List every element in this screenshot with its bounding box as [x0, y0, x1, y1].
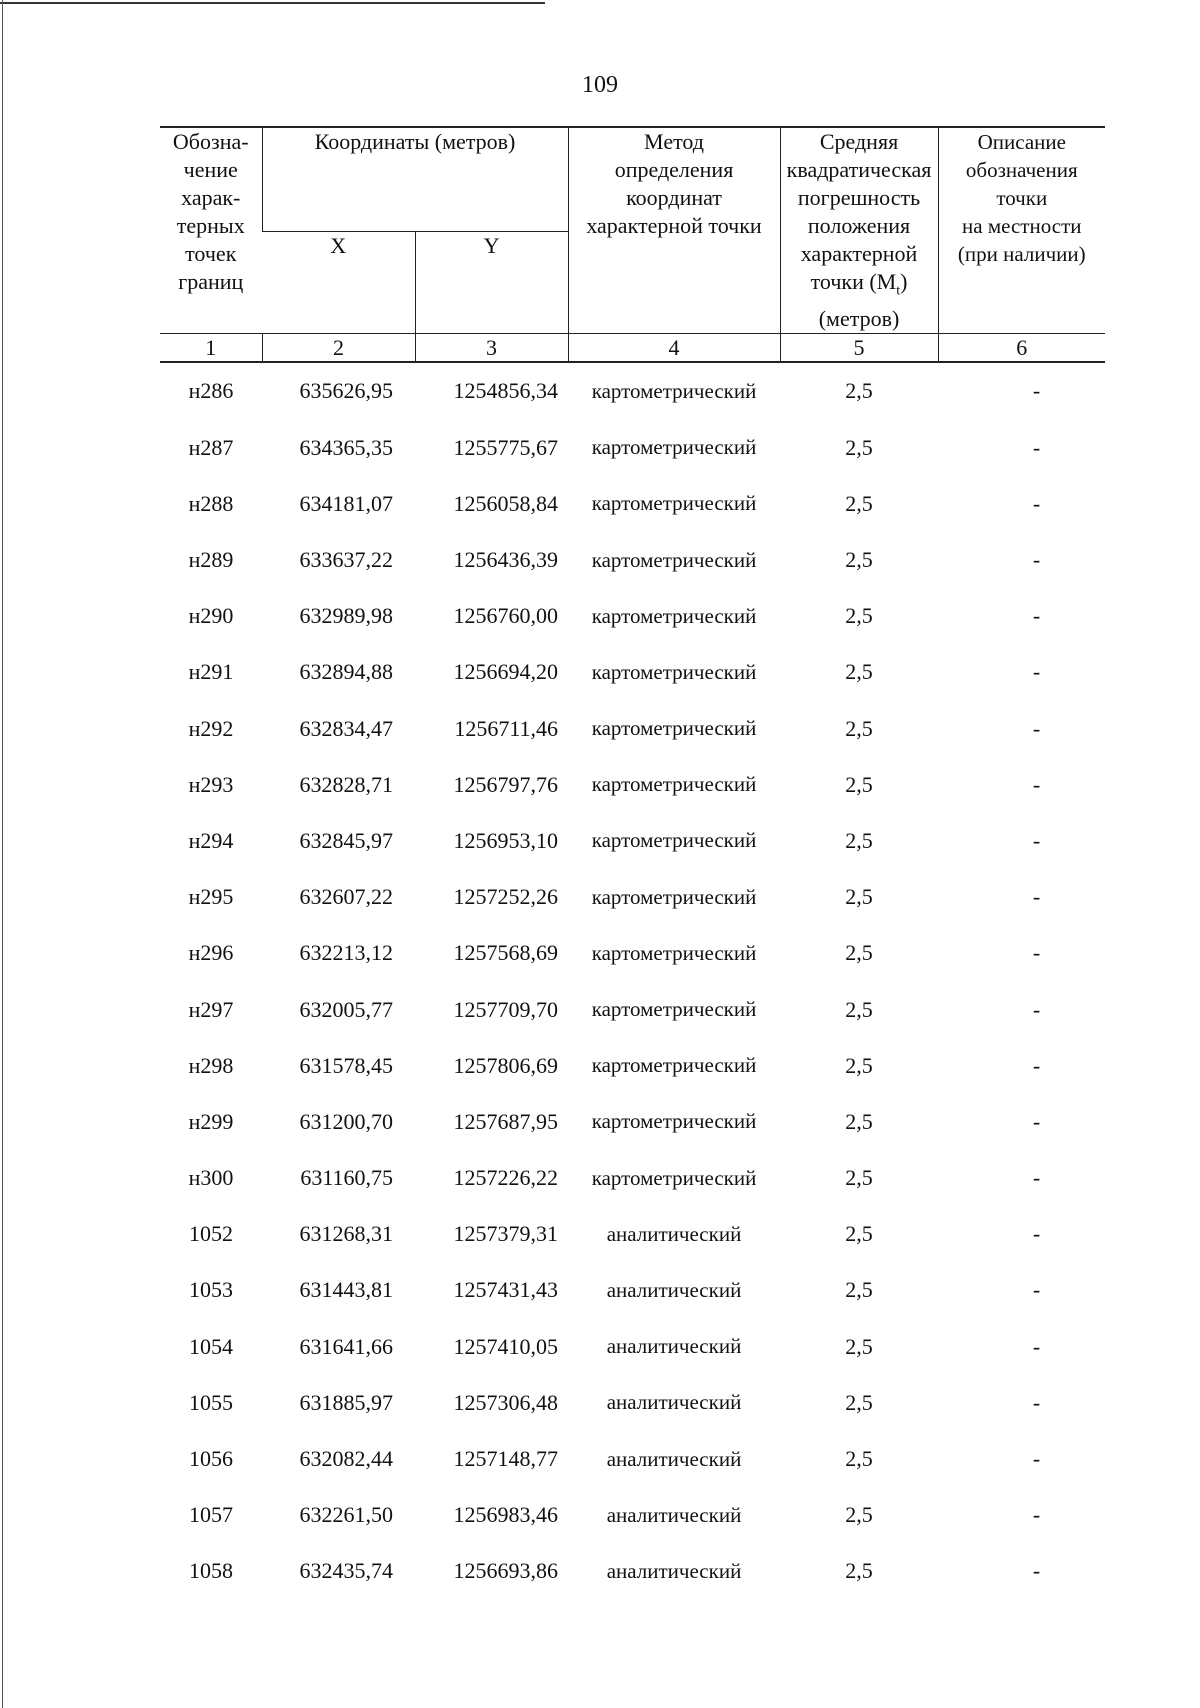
error-cell: 2,5 — [845, 996, 873, 1022]
method-cell: картометрический — [591, 1109, 757, 1134]
table-row — [160, 1206, 1105, 1262]
column-number: 4 — [568, 334, 780, 363]
coordinate-y: 1257568,69 — [453, 940, 559, 966]
header-line: положения — [807, 213, 911, 238]
header-line: координат — [626, 185, 722, 210]
column-number: 5 — [780, 334, 938, 363]
header-line: Обозна- — [172, 129, 249, 154]
coordinate-y: 1256797,76 — [453, 771, 559, 797]
coordinate-x: 632261,50 — [299, 1502, 393, 1528]
table-row — [160, 1094, 1105, 1150]
header-description — [938, 127, 1105, 334]
error-cell: 2,5 — [845, 715, 873, 741]
method-cell: картометрический — [591, 378, 757, 403]
error-cell: 2,5 — [845, 1165, 873, 1191]
method-cell: аналитический — [606, 1558, 742, 1583]
description-cell: - — [1032, 547, 1041, 573]
method-cell: аналитический — [606, 1390, 742, 1415]
point-designation: н294 — [188, 827, 234, 853]
scan-edge-top — [0, 2, 545, 4]
header-line: погрешность — [797, 185, 921, 210]
header-line: на местности — [962, 214, 1082, 238]
coordinate-y: 1256711,46 — [454, 715, 559, 741]
description-cell: - — [1032, 659, 1041, 685]
description-cell: - — [1032, 1277, 1041, 1303]
column-number: 2 — [262, 334, 415, 363]
error-cell: 2,5 — [845, 659, 873, 685]
description-cell: - — [1032, 715, 1041, 741]
table-row — [160, 701, 1105, 757]
coordinate-x: 632435,74 — [299, 1558, 393, 1584]
header-line: Описание — [977, 130, 1066, 154]
header-x: X — [262, 231, 415, 334]
description-cell: - — [1032, 603, 1041, 629]
point-designation: н290 — [188, 603, 234, 629]
header-coordinates: Координаты (метров) — [262, 127, 568, 231]
point-designation: 1056 — [189, 1446, 233, 1472]
coordinate-y: 1257687,95 — [453, 1108, 559, 1134]
method-cell: картометрический — [591, 547, 757, 572]
error-cell: 2,5 — [845, 1446, 873, 1472]
coordinate-x: 631268,31 — [299, 1221, 393, 1247]
table-row — [160, 1375, 1105, 1431]
header-line: (метров) — [818, 306, 900, 332]
point-designation: 1052 — [189, 1221, 233, 1247]
point-designation: н288 — [188, 490, 234, 516]
point-designation: н299 — [188, 1108, 234, 1134]
coordinate-y: 1257148,77 — [453, 1446, 559, 1472]
description-cell: - — [1032, 1052, 1041, 1078]
table-row — [160, 869, 1105, 925]
table-row — [160, 1262, 1105, 1318]
header-line: квадратическая — [786, 157, 932, 182]
table-row — [160, 1431, 1105, 1487]
point-designation: н286 — [188, 378, 234, 404]
description-cell: - — [1032, 1446, 1041, 1472]
column-number: 1 — [160, 334, 262, 363]
coordinates-table — [160, 126, 1105, 1600]
point-designation: 1057 — [189, 1502, 233, 1528]
point-designation: 1054 — [189, 1333, 233, 1359]
description-cell: - — [1032, 1389, 1041, 1415]
point-designation: н293 — [188, 771, 234, 797]
scan-edge-left — [2, 0, 3, 1708]
coordinate-y: 1257379,31 — [453, 1221, 559, 1247]
table-row — [160, 362, 1105, 419]
table-row — [160, 1319, 1105, 1375]
error-cell: 2,5 — [845, 1052, 873, 1078]
description-cell: - — [1032, 1502, 1041, 1528]
header-fragment: точки (M — [810, 269, 897, 294]
coordinate-x: 632828,71 — [299, 771, 393, 797]
description-cell: - — [1032, 771, 1041, 797]
coordinate-y: 1257410,05 — [453, 1333, 559, 1359]
method-cell: картометрический — [591, 716, 757, 741]
header-point-designation — [160, 127, 262, 334]
coordinate-x: 632213,12 — [299, 940, 393, 966]
header-line: точки — [996, 186, 1048, 210]
point-designation: н300 — [188, 1165, 234, 1191]
point-designation: н297 — [188, 996, 234, 1022]
coordinate-x: 631443,81 — [299, 1277, 393, 1303]
header-line: характерной — [800, 241, 918, 266]
coordinate-x: 631578,45 — [299, 1052, 393, 1078]
header-method — [568, 127, 780, 334]
point-designation: н295 — [188, 884, 234, 910]
table-body — [160, 362, 1105, 1599]
table-row — [160, 588, 1105, 644]
error-cell: 2,5 — [845, 1221, 873, 1247]
coordinate-x: 633637,22 — [299, 547, 393, 573]
coordinate-y: 1257806,69 — [453, 1052, 559, 1078]
point-designation: н291 — [188, 659, 234, 685]
method-cell: картометрический — [591, 1053, 757, 1078]
table-row — [160, 925, 1105, 981]
description-cell: - — [1032, 378, 1041, 404]
method-cell: картометрический — [591, 884, 757, 909]
error-cell: 2,5 — [845, 771, 873, 797]
point-designation: 1058 — [189, 1558, 233, 1584]
coordinate-x: 634365,35 — [299, 434, 393, 460]
error-cell: 2,5 — [845, 547, 873, 573]
table-row — [160, 813, 1105, 869]
description-cell: - — [1032, 1165, 1041, 1191]
error-cell: 2,5 — [845, 940, 873, 966]
header-line: определения — [614, 157, 734, 182]
error-cell: 2,5 — [845, 1558, 873, 1584]
header-line: (при наличии) — [957, 242, 1086, 266]
table-row — [160, 1150, 1105, 1206]
coordinate-x: 634181,07 — [299, 490, 393, 516]
error-cell: 2,5 — [845, 1389, 873, 1415]
header-line: характерной точки — [586, 213, 762, 238]
coordinate-y: 1256058,84 — [453, 490, 559, 516]
error-cell: 2,5 — [845, 378, 873, 404]
header-line: точек — [185, 241, 237, 266]
point-designation: н292 — [188, 715, 234, 741]
method-cell: аналитический — [606, 1277, 742, 1302]
column-number: 3 — [415, 334, 568, 363]
coordinate-x: 632082,44 — [299, 1446, 393, 1472]
method-cell: картометрический — [591, 1165, 757, 1190]
coordinate-x: 632005,77 — [299, 996, 393, 1022]
description-cell: - — [1032, 884, 1041, 910]
coordinate-y: 1257431,43 — [453, 1277, 559, 1303]
table-row — [160, 1543, 1105, 1599]
coordinate-x: 631885,97 — [299, 1389, 393, 1415]
error-cell: 2,5 — [845, 1277, 873, 1303]
column-number: 6 — [938, 334, 1105, 363]
description-cell: - — [1032, 827, 1041, 853]
coordinate-y: 1256953,10 — [453, 827, 559, 853]
method-cell: картометрический — [591, 435, 757, 460]
error-cell: 2,5 — [845, 827, 873, 853]
description-cell: - — [1032, 1558, 1041, 1584]
coordinate-x: 632834,47 — [299, 715, 393, 741]
header-line — [781, 268, 938, 305]
point-designation: н296 — [188, 940, 234, 966]
point-designation: 1055 — [189, 1389, 233, 1415]
coordinate-y: 1254856,34 — [453, 378, 559, 404]
point-designation: н287 — [188, 434, 234, 460]
coordinate-x: 632607,22 — [299, 884, 393, 910]
table-row — [160, 1487, 1105, 1543]
description-cell: - — [1032, 1221, 1041, 1247]
header-line: границ — [178, 269, 244, 294]
description-cell: - — [1032, 1108, 1041, 1134]
point-designation: н289 — [188, 547, 234, 573]
coordinate-y: 1256694,20 — [453, 659, 559, 685]
method-cell: аналитический — [606, 1502, 742, 1527]
coordinate-y: 1256760,00 — [453, 603, 559, 629]
header-line: обозначения — [965, 158, 1078, 182]
method-cell: аналитический — [606, 1221, 742, 1246]
header-fragment: ) — [900, 269, 908, 294]
coordinate-y: 1257306,48 — [453, 1389, 559, 1415]
method-cell: картометрический — [591, 603, 757, 628]
error-cell: 2,5 — [845, 1333, 873, 1359]
description-cell: - — [1032, 434, 1041, 460]
error-cell: 2,5 — [845, 1502, 873, 1528]
header-subscript: t — [896, 283, 901, 299]
table-row — [160, 981, 1105, 1037]
header-line: терных — [176, 213, 245, 238]
description-cell: - — [1032, 940, 1041, 966]
coordinate-x: 635626,95 — [299, 378, 393, 404]
coordinate-y: 1257252,26 — [453, 884, 559, 910]
coordinate-y: 1256436,39 — [453, 547, 559, 573]
description-cell: - — [1032, 1333, 1041, 1359]
coordinate-x: 632989,98 — [299, 603, 393, 629]
error-cell: 2,5 — [845, 490, 873, 516]
method-cell: картометрический — [591, 828, 757, 853]
header-line: Средняя — [819, 129, 899, 154]
method-cell: аналитический — [606, 1334, 742, 1359]
method-cell: аналитический — [606, 1446, 742, 1471]
coordinate-y: 1255775,67 — [453, 434, 559, 460]
error-cell: 2,5 — [845, 1108, 873, 1134]
table-row — [160, 1038, 1105, 1094]
point-designation: н298 — [188, 1052, 234, 1078]
header-line: чение — [183, 157, 238, 182]
error-cell: 2,5 — [845, 884, 873, 910]
description-cell: - — [1032, 996, 1041, 1022]
page-number: 109 — [582, 72, 618, 98]
coordinate-y: 1256983,46 — [453, 1502, 559, 1528]
header-line: Метод — [644, 129, 704, 154]
method-cell: картометрический — [591, 491, 757, 516]
error-cell: 2,5 — [845, 434, 873, 460]
point-designation: 1053 — [189, 1277, 233, 1303]
coordinate-x: 632894,88 — [299, 659, 393, 685]
table-row — [160, 757, 1105, 813]
table-row — [160, 532, 1105, 588]
coordinate-x: 631200,70 — [299, 1108, 393, 1134]
method-cell: картометрический — [591, 997, 757, 1022]
coordinate-x: 631160,75 — [300, 1165, 393, 1191]
table-row — [160, 420, 1105, 476]
method-cell: картометрический — [591, 772, 757, 797]
method-cell: картометрический — [591, 940, 757, 965]
description-cell: - — [1032, 490, 1041, 516]
coordinate-y: 1256693,86 — [453, 1558, 559, 1584]
table-row — [160, 476, 1105, 532]
coordinate-x: 632845,97 — [299, 827, 393, 853]
method-cell: картометрический — [591, 659, 757, 684]
header-y: Y — [415, 231, 568, 334]
header-line: харак- — [181, 185, 241, 210]
table-row — [160, 644, 1105, 700]
coordinate-y: 1257226,22 — [453, 1165, 559, 1191]
header-error — [780, 127, 938, 334]
error-cell: 2,5 — [845, 603, 873, 629]
coordinate-x: 631641,66 — [299, 1333, 393, 1359]
coordinate-y: 1257709,70 — [453, 996, 559, 1022]
